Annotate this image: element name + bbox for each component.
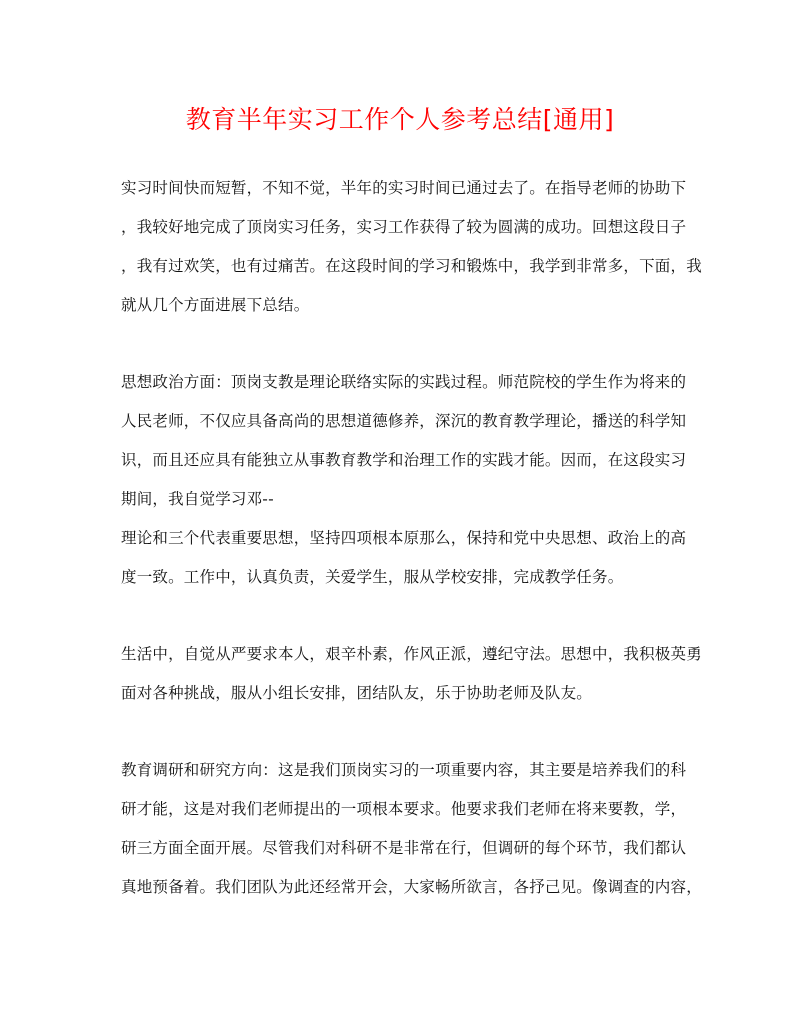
paragraph-2-line-4: 期间，我自觉学习邓--	[121, 490, 274, 508]
paragraph-4-line-1: 生活中，自觉从严要求本人，艰辛朴素，作风正派，遵纪守法。思想中，我积极英勇	[121, 645, 702, 663]
paragraph-2-line-3: 识，而且还应具有能独立从事教育教学和治理工作的实践才能。因而，在这段实习	[121, 451, 687, 469]
paragraph-2-line-2: 人民老师，不仅应具备高尚的思想道德修养，深沉的教育教学理论，播送的科学知	[121, 412, 687, 430]
paragraph-3-line-2: 度一致。工作中，认真负责，关爱学生，服从学校安排，完成教学任务。	[121, 568, 624, 586]
paragraph-5-line-1: 教育调研和研究方向：这是我们顶岗实习的一项重要内容，其主要是培养我们的科	[121, 761, 687, 779]
document-title: 教育半年实习工作个人参考总结[通用]	[185, 105, 615, 134]
paragraph-1-line-3: ，我有过欢笑，也有过痛苦。在这段时间的学习和锻炼中，我学到非常多，下面，我	[121, 257, 702, 275]
paragraph-4-line-2: 面对各种挑战，服从小组长安排，团结队友，乐于协助老师及队友。	[121, 684, 593, 702]
paragraph-5-line-4: 真地预备着。我们团队为此还经常开会，大家畅所欲言，各抒己见。像调查的内容，	[121, 878, 702, 896]
paragraph-1-line-1: 实习时间快而短暂，不知不觉，半年的实习时间已通过去了。在指导老师的协助下	[121, 179, 687, 197]
paragraph-2-line-1: 思想政治方面：顶岗支教是理论联络实际的实践过程。师范院校的学生作为将来的	[121, 373, 687, 391]
paragraph-3-line-1: 理论和三个代表重要思想，坚持四项根本原那么，保持和党中央思想、政治上的高	[121, 529, 687, 547]
paragraph-1-line-4: 就从几个方面进展下总结。	[121, 296, 310, 314]
paragraph-5-line-2: 研才能，这是对我们老师提出的一项根本要求。他要求我们老师在将来要教，学，	[121, 800, 687, 818]
paragraph-1-line-2: ，我较好地完成了顶岗实习任务，实习工作获得了较为圆满的成功。回想这段日子	[121, 218, 687, 236]
paragraph-5-line-3: 研三方面全面开展。尽管我们对科研不是非常在行，但调研的每个环节，我们都认	[121, 839, 687, 857]
